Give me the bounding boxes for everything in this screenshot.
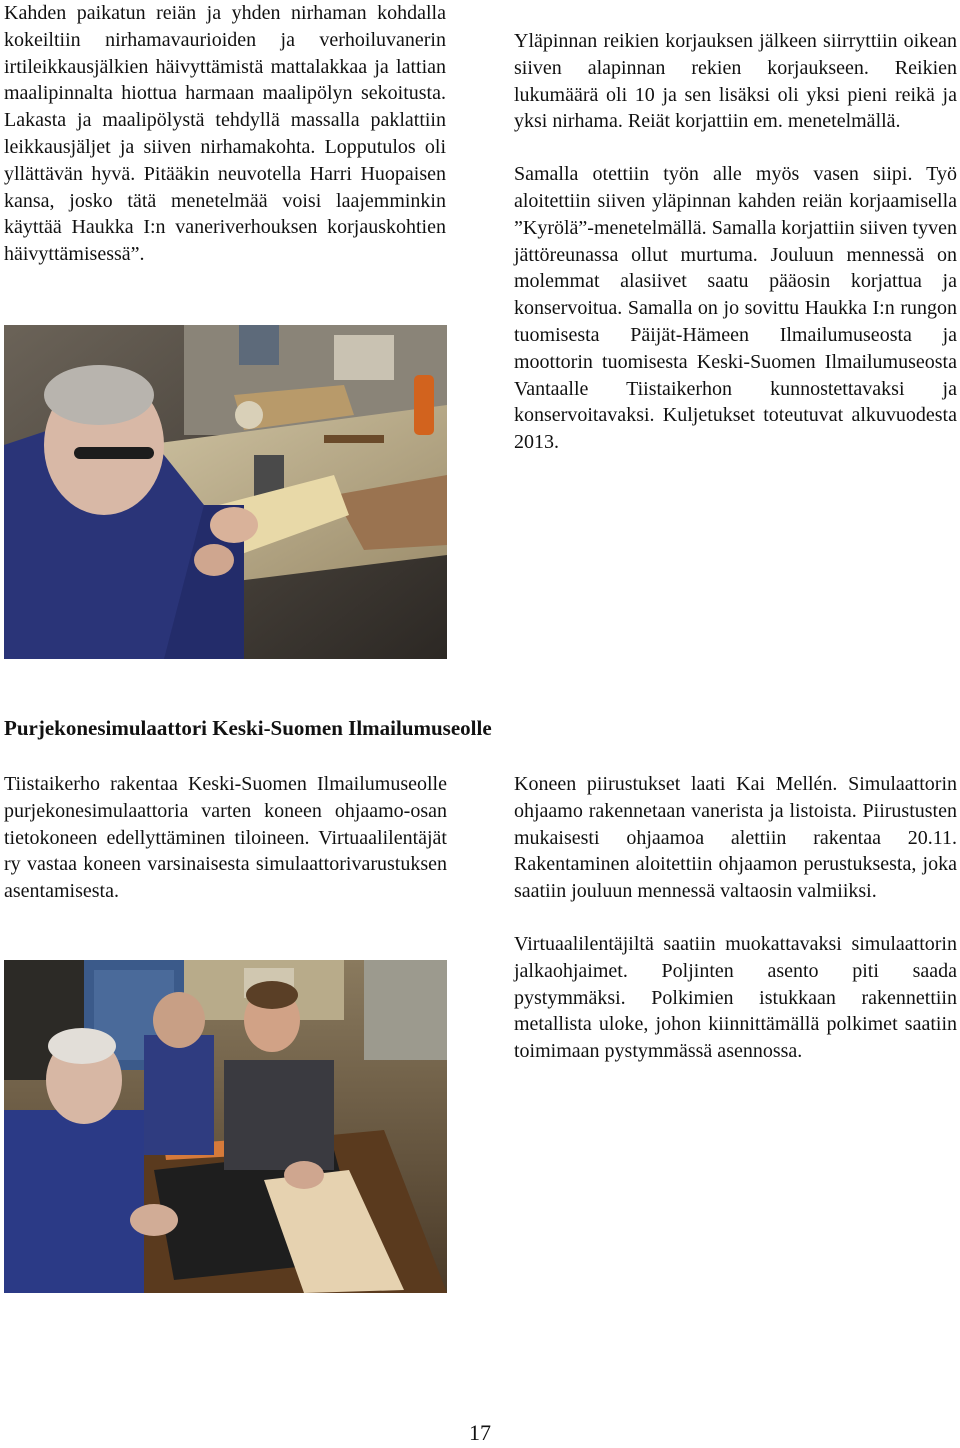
- photo-workshop: [4, 960, 447, 1293]
- page-number: 17: [469, 1420, 491, 1445]
- paragraph-cockpit-construction: Koneen piirustukset laati Kai Mellén. Simulaattorin ohjaamo rakennetaan vanerista ja listoista. Piirustusten mukaisesti ohjaamoa alettiin rakentaa 20.11. Rakentaminen aloitettiin ohjaamon perustuksesta, joka saatiin jouluun mennessä valtaosin valmiiksi.: [514, 773, 957, 903]
- right-column-bottom: [514, 771, 957, 1065]
- paragraph-wing-repair-intro: Kahden paikatun reiän ja yhden nirhaman kohdalla kokeiltiin nirhamavaurioiden ja verhoiluvanerin irtileikkausjälkien häivyttämistä mattalakkaa ja lattian maalipinnalta hiottua harmaan maalipölyn sekoitusta. Lakasta ja maalipölystä tehdyllä massalla paklattiin leikkausjäljet ja siiven nirhamakohta. Lopputulos oli yllättävän hyvä. Pitääkin neuvotella Harri Huopaisen kansa, josko tätä menetelmää voisi laajemminkin käyttää Haukka I:n vaneriverhouksen korjauskohtien häivyttämisessä”.: [4, 2, 446, 266]
- right-column-top: [514, 28, 957, 456]
- section-heading-simulator: Purjekonesimulaattori Keski-Suomen Ilmailumuseolle: [4, 716, 492, 740]
- paragraph-foot-controls: Virtuaalilentäjiltä saatiin muokattavaksi simulaattorin jalkaohjaimet. Poljinten asento piti saada pystymmäksi. Polkimien istukkaan rakennettiin metallista uloke, johon kiinnittämällä polkimet saatiin toimimaan pystymmässä asennossa.: [514, 932, 957, 1063]
- photo-wing-repair: [4, 325, 447, 659]
- paragraph-underside-repair: Yläpinnan reikien korjauksen jälkeen siirryttiin oikean siiven alapinnan rekien korjaukseen. Reikien lukumäärä oli 10 ja sen lisäksi oli yksi pieni reikä ja yksi nirhama. Reiät korjattiin em. menetelmällä.: [514, 30, 957, 133]
- photo-wing-repair-image: [4, 325, 447, 659]
- left-column-top: [4, 0, 446, 268]
- left-column-bottom: [4, 771, 447, 905]
- paragraph-left-wing-repair: Samalla otettiin työn alle myös vasen siipi. Työ aloitettiin siiven yläpinnan kahden reiän korjaamisella ”Kyrölä”-menetelmällä. Samalla korjattiin siiven tyven jättöreunassa ollut murtuma. Jouluun mennessä on molemmat alasiivet saatu pääosin korjattua ja konservoitua. Samalla on jo sovittu Haukka I:n rungon tuomisesta Päijät-Hämeen Ilmailumuseosta ja moottorin tuomisesta Keski-Suomen Ilmailumuseosta Vantaalle Tiistaikerhon kunnostettavaksi ja konservoitavaksi. Kuljetukset toteutuvat alkuvuodesta 2013.: [514, 163, 957, 454]
- paragraph-simulator-intro: Tiistaikerho rakentaa Keski-Suomen Ilmailumuseolle purjekonesimulaattoria varten koneen ohjaamo-osan tietokoneen edellyttäminen tiloineen. Virtuaalilentäjät ry vastaa koneen varsinaisesta simulaattorivarustuksen asentamisesta.: [4, 773, 447, 903]
- photo-workshop-image: [4, 960, 447, 1293]
